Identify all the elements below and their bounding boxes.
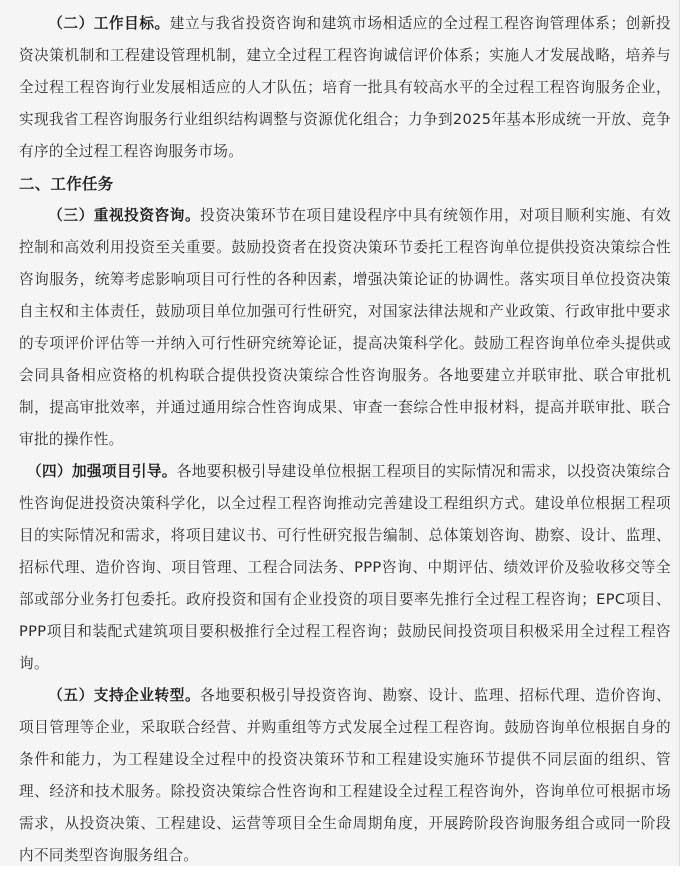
paragraph-enterprise-transformation xyxy=(19,680,671,872)
paragraph-project-guidance xyxy=(19,456,671,680)
paragraph-work-goal xyxy=(19,8,671,168)
paragraph-heading-enterprise-transformation: （五）支持企业转型。 xyxy=(48,687,201,704)
paragraph-heading-work-goal: （二）工作目标。 xyxy=(48,15,170,32)
paragraph-text-project-guidance: 各地要积极引导建设单位根据工程项目的实际情况和需求，以投资决策综合性咨询促进投资决策科学化，以全过程工程咨询推动完善建设工程组织方式。建设单位根据工程项目的实际情况和需求，将项目建议书、可行性研究报告编制、总体策划咨询、勘察、设计、监理、招标代理、造价咨询、项目管理、工程合同法务、PPP咨询、中期评估、绩效评价及验收移交等全部或部分业务打包委托。政府投资和国有企业投资的项目要率先推行全过程工程咨询；EPC项目、PPP项目和装配式建筑项目要积极推行全过程工程咨询；鼓励民间投资项目积极采用全过程工程咨询。 xyxy=(19,463,671,672)
paragraph-heading-investment-consulting: （三）重视投资咨询。 xyxy=(48,207,201,224)
paragraph-investment-consulting xyxy=(19,200,671,456)
document-body xyxy=(19,8,671,872)
paragraph-text-enterprise-transformation: 各地要积极引导投资咨询、勘察、设计、监理、招标代理、造价咨询、项目管理等企业，采取联合经营、并购重组等方式发展全过程工程咨询。鼓励咨询单位根据自身的条件和能力，为工程建设全过程中的投资决策环节和工程建设实施环节提供不同层面的组织、管理、经济和技术服务。除投资决策综合性咨询和工程建设全过程工程咨询外，咨询单位可根据市场需求，从投资决策、工程建设、运营等项目全生命周期角度，开展跨阶段咨询服务组合或同一阶段内不同类型咨询服务组合。 xyxy=(19,687,671,864)
paragraph-text-work-goal: 建立与我省投资咨询和建筑市场相适应的全过程工程咨询管理体系；创新投资决策机制和工程建设管理机制，建立全过程工程咨询诚信评价体系；实施人才发展战略，培养与全过程工程咨询行业发展相适应的人才队伍；培育一批具有较高水平的全过程工程咨询服务企业，实现我省工程咨询服务行业组织结构调整与资源优化组合；力争到2025年基本形成统一开放、竞争有序的全过程工程咨询服务市场。 xyxy=(19,15,671,160)
paragraph-text-investment-consulting: 投资决策环节在项目建设程序中具有统领作用，对项目顺利实施、有效控制和高效利用投资至关重要。鼓励投资者在投资决策环节委托工程咨询单位提供投资决策综合性咨询服务，统筹考虑影响项目可行性的各种因素，增强决策论证的协调性。落实项目单位投资决策自主权和主体责任，鼓励项目单位加强可行性研究，对国家法律法规和产业政策、行政审批中要求的专项评价评估等一并纳入可行性研究统筹论证，提高决策科学化。鼓励工程咨询单位牵头提供或会同具备相应资格的机构联合提供投资决策综合性咨询服务。各地要建立并联审批、联合审批机制，提高审批效率，并通过通用综合性咨询成果、审查一套综合性申报材料，提高并联审批、联合审批的操作性。 xyxy=(19,207,671,448)
paragraph-heading-project-guidance: （四）加强项目引导。 xyxy=(27,463,177,480)
section-title-work-tasks: 二、工作任务 xyxy=(19,175,114,193)
